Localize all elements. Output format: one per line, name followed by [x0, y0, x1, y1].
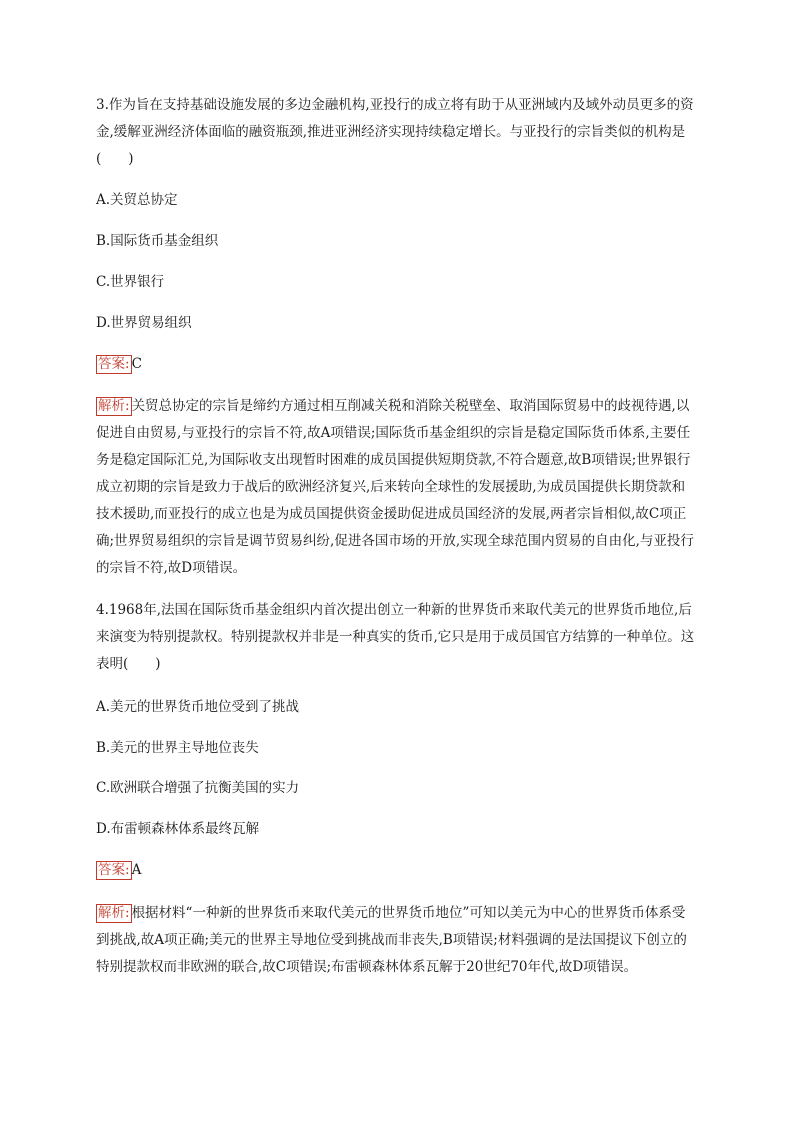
explanation-text: 根据材料“一种新的世界货币来取代美元的世界货币地位”可知以美元为中心的世界货币体系受到挑战,故A项正确;美元的世界主导地位受到挑战而非丧失,B项错误;材料强调的是法国提议下创立的特别提款权而非欧洲的联合,故C项错误;布雷顿森林体系瓦解于20世纪70年代,故D项错误。 [96, 905, 687, 975]
question-3-option-c: C.世界银行 [96, 274, 165, 290]
question-3-answer [96, 354, 696, 374]
question-4-explanation [96, 900, 696, 981]
answer-value: A [131, 862, 142, 878]
question-4-answer [96, 860, 696, 880]
question-3-stem: 3.作为旨在支持基础设施发展的多边金融机构,亚投行的成立将有助于从亚洲域内及域外动员更多的资金,缓解亚洲经济体面临的融资瓶颈,推进亚洲经济实现持续稳定增长。与亚投行的宗旨类似的机构是( ) [96, 97, 694, 167]
question-4-option-d: D.布雷顿森林体系最终瓦解 [96, 821, 260, 837]
question-4-option-a: A.美元的世界货币地位受到了挑战 [96, 699, 300, 715]
explanation-text: 关贸总协定的宗旨是缔约方通过相互削减关税和消除关税壁垒、取消国际贸易中的歧视待遇,以促进自由贸易,与亚投行的宗旨不符,故A项错误;国际货币基金组织的宗旨是稳定国际货币体系,主要任务是稳定国际汇兑,为国际收支出现暂时困难的成员国提供短期贷款,不符合题意,故B项错误;世界银行成立初期的宗旨是致力于战后的欧洲经济复兴,后来转向全球性的发展援助,为成员国提供长期贷款和技术援助,而亚投行的成立也是为成员国提供资金援助促进成员国经济的发展,两者宗旨相似,故C项正确;世界贸易组织的宗旨是调节贸易纠纷,促进各国市场的开放,实现全球范围内贸易的自由化,与亚投行的宗旨不符,故D项错误。 [96, 398, 694, 576]
answer-label: 答案: [98, 356, 130, 372]
answer-value: C [131, 356, 142, 372]
answer-label: 答案: [98, 862, 130, 878]
question-3-option-a: A.关贸总协定 [96, 192, 178, 208]
explanation-label: 解析: [98, 398, 130, 414]
question-3-option-b: B.国际货币基金组织 [96, 233, 219, 249]
question-3-option-d: D.世界贸易组织 [96, 315, 192, 331]
question-4-stem: 4.1968年,法国在国际货币基金组织内首次提出创立一种新的世界货币来取代美元的世界货币地位,后来演变为特别提款权。特别提款权并非是一种真实的货币,它只是用于成员国官方结算的一种单位。这表明( ) [96, 602, 695, 672]
question-4-option-c: C.欧洲联合增强了抗衡美国的实力 [96, 780, 300, 796]
explanation-label: 解析: [98, 905, 130, 921]
question-4-option-b: B.美元的世界主导地位丧失 [96, 740, 259, 756]
question-3-explanation [96, 393, 696, 582]
